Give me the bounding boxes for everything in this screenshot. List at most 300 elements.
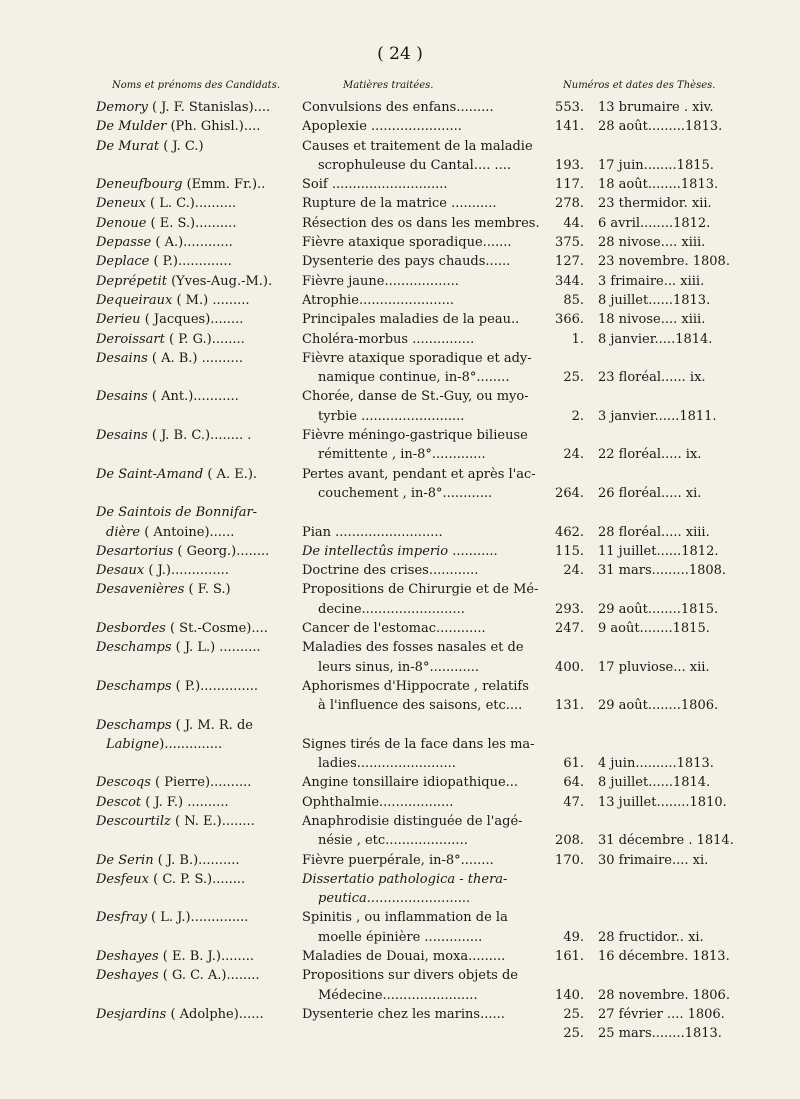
entry-line [0,214,800,233]
thesis-subject: moelle épinière .............. [318,929,483,945]
thesis-subject: scrophuleuse du Cantal.... .... [318,157,512,173]
thesis-number: 127. [555,254,584,270]
thesis-number: 247. [555,621,584,637]
thesis-number: 85. [563,292,584,308]
header-theses: Numéros et dates des Thèses. [563,80,716,91]
page-number: ( 24 ) [377,44,423,64]
candidate-surname: De Serin [96,852,154,868]
thesis-date: 28 novembre. 1806. [598,987,730,1003]
thesis-date: 29 août........1815. [598,601,719,617]
header-subjects: Matières traitées. [343,80,434,91]
thesis-subject: Convulsions des enfans......... [302,100,494,115]
thesis-subject: decine......................... [318,601,465,617]
thesis-subject: Fièvre jaune.................. [302,273,459,289]
thesis-date: 18 août........1813. [598,177,719,193]
candidate-name [96,98,296,117]
thesis-number: 293. [555,601,584,617]
table-row [0,716,800,774]
thesis-number: 1. [571,331,584,347]
table-row [0,812,800,851]
candidate-surname: De Mulder [96,119,167,135]
candidate-surname: Depasse [96,235,152,251]
candidate-name [96,387,296,406]
candidate-given-names: ( P.)............. [149,254,232,270]
candidate-surname: Desfeux [96,871,149,887]
table-row [0,387,800,426]
entry-line [0,291,800,310]
candidate-surname: Desains [96,428,148,444]
thesis-number: 344. [555,273,584,289]
entry-line [0,175,800,194]
table-row [0,542,800,561]
candidate-name [96,870,296,889]
thesis-date: 30 frimaire.... xi. [598,852,709,868]
entry-line [0,908,800,927]
thesis-date: 26 floréal..... xi. [598,485,702,501]
candidate-surname: Denoue [96,215,147,231]
candidate-surname: Desbordes [96,621,166,637]
candidate-surname: Desavenières [96,582,185,598]
thesis-date: 23 thermidor. xii. [598,196,712,212]
thesis-subject: Ophthalmie.................. [302,794,454,810]
candidate-given-names: ( Georg.)........ [173,543,270,559]
entry-line [0,387,800,406]
thesis-subject: namique continue, in-8°........ [318,370,510,386]
entry-line [0,194,800,213]
thesis-date: 3 janvier......1811. [598,408,717,424]
thesis-date: 31 décembre . 1814. [598,833,734,849]
thesis-subject: Anaphrodisie distinguée de l'agé- [302,813,523,829]
thesis-date: 4 juin..........1813. [598,756,714,772]
entry-line [0,252,800,271]
candidate-name [96,716,296,735]
table-row [0,98,800,117]
entry-line [0,773,800,792]
candidate-given-names: ( St.-Cosme).... [165,621,268,637]
candidate-given-names: ( A. B.) .......... [147,350,243,366]
thesis-subject: rémittente , in-8°............. [318,447,486,463]
thesis-date: 3 frimaire... xiii. [598,273,705,289]
thesis-number: 64. [563,775,584,791]
thesis-subject: Propositions de Chirurgie et de Mé- [302,582,539,598]
thesis-number: 25. [563,1026,584,1042]
candidate-given-names: ( J. F. Stanislas).... [147,100,271,115]
candidate-given-names: ( Jacques)........ [140,312,244,328]
candidate-surname: Desfray [96,910,147,926]
table-row [0,330,800,349]
candidate-given-names: ( A.)............ [151,235,233,251]
thesis-number: 161. [555,949,584,965]
entry-line [0,137,800,156]
candidate-given-names: (Yves-Aug.-M.). [166,273,273,289]
thesis-date: 8 juillet......1813. [598,292,711,308]
thesis-date: 6 avril........1812. [598,215,711,231]
candidate-surname: Deneux [96,196,146,212]
candidate-name [96,561,296,580]
thesis-date: 17 pluviose... xii. [598,659,710,675]
candidate-given-names: (Ph. Ghisl.).... [166,119,261,135]
candidate-given-names: ( J. C.) [159,138,204,154]
header-names: Noms et prénoms des Candidats. [112,80,281,91]
entry-line [0,1024,800,1043]
thesis-date: 8 juillet......1814. [598,775,711,791]
table-row [0,233,800,252]
candidate-name-continued [106,735,306,754]
thesis-date: 28 nivose.... xiii. [598,235,706,251]
table-row [0,175,800,194]
candidate-name [96,214,296,233]
entry-line [0,272,800,291]
thesis-subject: Causes et traitement de la maladie [302,138,533,154]
thesis-date: 8 janvier.....1814. [598,331,713,347]
candidate-surname: Derieu [96,312,141,328]
entry-line [0,1005,800,1024]
entry-line [0,156,800,175]
table-row [0,1005,800,1044]
thesis-number: 375. [555,235,584,251]
entry-line [0,696,800,715]
candidate-surname: De Saint-Amand [96,466,204,482]
entry-line [0,445,800,464]
thesis-date: 18 nivose.... xiii. [598,312,706,328]
thesis-number: 141. [555,119,584,135]
thesis-subject: Doctrine des crises............ [302,563,479,579]
candidate-given-names: ( A. E.). [203,466,258,482]
candidate-surname: Descot [96,794,142,810]
entry-line [0,851,800,870]
thesis-number: 462. [555,524,584,540]
candidate-given-names: ( P.).............. [171,678,259,694]
thesis-date: 28 floréal..... xiii. [598,524,710,540]
thesis-date: 28 août.........1813. [598,119,723,135]
table-row [0,214,800,233]
table-row [0,349,800,388]
entry-line [0,735,800,754]
table-row [0,137,800,176]
table-row [0,272,800,291]
table-row [0,773,800,792]
candidate-surname: Desjardins [96,1006,167,1022]
entry-line [0,793,800,812]
candidate-name [96,638,296,657]
candidate-name [96,233,296,252]
candidate-surname: Deroissart [96,331,165,347]
entry-line [0,870,800,889]
candidate-given-names: ( J. B.).......... [153,852,240,868]
entry-line [0,503,800,522]
entry-line [0,580,800,599]
entry-line [0,716,800,735]
candidate-name [96,252,296,271]
table-row [0,677,800,716]
candidate-surname: Deschamps [96,678,172,694]
candidate-surname: Demory [96,100,148,115]
thesis-number: 140. [555,987,584,1003]
table-row [0,465,800,504]
candidate-given-names: ( J. L.) .......... [171,640,261,656]
thesis-subject: Fièvre ataxique sporadique....... [302,235,512,251]
thesis-subject: Dissertatio pathologica - thera- [302,871,508,887]
candidate-surname: Deplace [96,254,150,270]
candidate-name [96,677,296,696]
entry-line [0,330,800,349]
thesis-number: 24. [563,563,584,579]
candidate-name [96,580,296,599]
thesis-subject: Résection des os dans les membres. [302,215,540,231]
candidate-surname: Desaux [96,563,145,579]
entry-line [0,368,800,387]
thesis-subject: Soif ............................ [302,177,448,193]
candidate-surname: Deshayes [96,949,159,965]
thesis-date: 29 août........1806. [598,698,719,714]
thesis-number: 61. [563,756,584,772]
thesis-subject: nésie , etc.................... [318,833,468,849]
entry-line [0,947,800,966]
thesis-subject: Maladies des fosses nasales et de [302,640,524,656]
entry-line [0,638,800,657]
thesis-number: 264. [555,485,584,501]
table-row [0,503,800,542]
candidate-given-names: ( E. S.).......... [146,215,237,231]
candidate-surname: Deneufbourg [96,177,183,193]
thesis-subject: ladies........................ [318,756,456,772]
thesis-subject: Fièvre méningo-gastrique bilieuse [302,428,528,444]
candidate-name [96,137,296,156]
thesis-number: 44. [563,215,584,231]
entry-line [0,966,800,985]
table-row [0,117,800,136]
thesis-number: 2. [571,408,584,424]
table-row [0,580,800,619]
thesis-subject: Principales maladies de la peau.. [302,312,520,328]
thesis-number: 170. [555,852,584,868]
candidate-surname: Dequeiraux [96,292,173,308]
thesis-list [0,98,800,1044]
table-row [0,252,800,271]
thesis-number: 400. [555,659,584,675]
candidate-name [96,773,296,792]
candidate-given-names: ( N. E.)........ [170,813,255,829]
entry-line [0,658,800,677]
thesis-subject: Spinitis , ou inflammation de la [302,910,508,926]
thesis-number: 193. [555,157,584,173]
thesis-number: 24. [563,447,584,463]
candidate-name [96,947,296,966]
thesis-date: 11 juillet......1812. [598,543,719,559]
candidate-surname: Desartorius [96,543,174,559]
entry-line [0,561,800,580]
candidate-given-names: ( Adolphe)...... [166,1006,264,1022]
thesis-subject: couchement , in-8°............ [318,485,493,501]
thesis-number: 117. [555,177,584,193]
thesis-subject: Choléra-morbus ............... [302,331,475,347]
entry-line [0,889,800,908]
candidate-name [96,619,296,638]
thesis-number: 47. [563,794,584,810]
table-row [0,194,800,213]
thesis-number: 115. [555,543,584,559]
table-row [0,561,800,580]
candidate-given-names: ( P. G.)........ [164,331,245,347]
thesis-subject: leurs sinus, in-8°............ [318,659,480,675]
table-row [0,947,800,966]
entry-line [0,117,800,136]
entry-line [0,928,800,947]
candidate-given-names: ( F. S.) [184,582,231,598]
candidate-given-names: ( J. F.) .......... [141,794,229,810]
candidate-given-names: ( L. C.).......... [145,196,237,212]
candidate-surname: Deshayes [96,968,159,984]
candidate-surname: Deschamps [96,640,172,656]
table-row [0,638,800,677]
thesis-subject: Pian .......................... [302,524,443,540]
table-row [0,310,800,329]
thesis-date: 28 fructidor.. xi. [598,929,704,945]
thesis-date: 17 juin........1815. [598,157,714,173]
thesis-subject: Dysenterie des pays chauds...... [302,254,511,270]
table-row [0,619,800,638]
table-row [0,870,800,909]
entry-line [0,349,800,368]
thesis-date: 13 juillet........1810. [598,794,727,810]
candidate-given-names: ( Antoine)...... [140,524,235,540]
table-row [0,908,800,947]
candidate-surname: Desains [96,389,148,405]
candidate-name [96,272,296,291]
candidate-surname: De Murat [96,138,160,154]
thesis-date: 9 août........1815. [598,621,710,637]
candidate-name [96,542,296,561]
thesis-number: 278. [555,196,584,212]
thesis-number: 366. [555,312,584,328]
entry-line [0,600,800,619]
candidate-surname: Deschamps [96,717,172,733]
candidate-surname: Descourtilz [96,813,171,829]
candidate-given-names: ( G. C. A.)........ [158,968,260,984]
candidate-surname: De Saintois de Bonnifar- [96,505,258,521]
thesis-subject: Signes tirés de la face dans les ma- [302,736,535,752]
table-row [0,793,800,812]
candidate-name [96,291,296,310]
candidate-name [96,793,296,812]
candidate-name-continued [106,523,306,542]
table-row [0,966,800,1005]
thesis-subject: De intellectûs imperio ........... [302,543,498,559]
entry-line [0,619,800,638]
candidate-surname: Desains [96,350,148,366]
entry-line [0,542,800,561]
thesis-date: 16 décembre. 1813. [598,949,730,965]
thesis-subject: Pertes avant, pendant et après l'ac- [302,466,536,482]
entry-line [0,754,800,773]
entry-line [0,310,800,329]
entry-line [0,523,800,542]
entry-line [0,812,800,831]
thesis-subject: tyrbie ......................... [318,408,465,424]
candidate-name [96,349,296,368]
candidate-name [96,1005,296,1024]
thesis-subject: Fièvre ataxique sporadique et ady- [302,350,532,366]
thesis-subject: peutica......................... [318,891,471,907]
thesis-subject: Chorée, danse de St.-Guy, ou myo- [302,389,529,405]
candidate-given-names: ( J. B. C.)........ . [147,428,252,444]
candidate-given-names: ( Ant.)........... [147,389,239,405]
thesis-subject: Aphorismes d'Hippocrate , relatifs [302,678,529,694]
candidate-given-names: ( M.) ......... [172,292,250,308]
entry-line [0,986,800,1005]
thesis-date: 23 floréal...... ix. [598,370,706,386]
candidate-name [96,330,296,349]
entry-line [0,677,800,696]
table-row [0,426,800,465]
candidate-given-names: ( J. M. R. de [171,717,253,733]
thesis-date: 22 floréal..... ix. [598,447,702,463]
thesis-date: 25 mars........1813. [598,1026,722,1042]
candidate-given-names: (Emm. Fr.).. [182,177,266,193]
entry-line [0,465,800,484]
thesis-date: 31 mars.........1808. [598,563,727,579]
candidate-name [96,966,296,985]
thesis-subject: Atrophie....................... [302,292,455,308]
thesis-subject: Propositions sur divers objets de [302,968,518,984]
entry-line [0,484,800,503]
candidate-surname: Descoqs [96,775,151,791]
entry-line [0,233,800,252]
column-headers [0,80,800,96]
entry-line [0,98,800,117]
thesis-number: 25. [563,370,584,386]
candidate-given-names: ( C. P. S.)........ [149,871,246,887]
candidate-given-names: ).............. [159,736,223,752]
entry-line [0,426,800,445]
thesis-subject: Rupture de la matrice ........... [302,196,497,212]
thesis-subject: Maladies de Douai, moxa......... [302,949,506,965]
candidate-name [96,175,296,194]
thesis-number: 25. [563,1006,584,1022]
thesis-date: 23 novembre. 1808. [598,254,730,270]
candidate-name [96,503,296,522]
candidate-name [96,310,296,329]
thesis-subject: à l'influence des saisons, etc.... [318,698,523,714]
candidate-name [96,851,296,870]
thesis-number: 208. [555,833,584,849]
candidate-given-names: ( Pierre).......... [150,775,252,791]
table-row [0,851,800,870]
candidate-surname-continued: dière [106,524,141,540]
candidate-surname-continued: Labigne [106,736,160,752]
candidate-given-names: ( L. J.).............. [146,910,249,926]
thesis-subject: Angine tonsillaire idiopathique... [302,775,519,791]
thesis-date: 27 février .... 1806. [598,1006,725,1022]
thesis-subject: Cancer de l'estomac............ [302,621,486,637]
candidate-given-names: ( J.).............. [144,563,229,579]
candidate-surname: Deprépetit [96,273,167,289]
thesis-subject: Dysenterie chez les marins...... [302,1006,505,1022]
candidate-name [96,426,296,445]
thesis-number: 553. [555,100,584,115]
table-row [0,291,800,310]
thesis-date: 13 brumaire . xiv. [598,100,714,115]
thesis-subject: Fièvre puerpérale, in-8°........ [302,852,494,868]
thesis-number: 131. [555,698,584,714]
candidate-name [96,812,296,831]
candidate-given-names: ( E. B. J.)........ [158,949,254,965]
thesis-subject: Médecine....................... [318,987,478,1003]
entry-line [0,831,800,850]
entry-line [0,407,800,426]
candidate-name [96,908,296,927]
candidate-name [96,117,296,136]
